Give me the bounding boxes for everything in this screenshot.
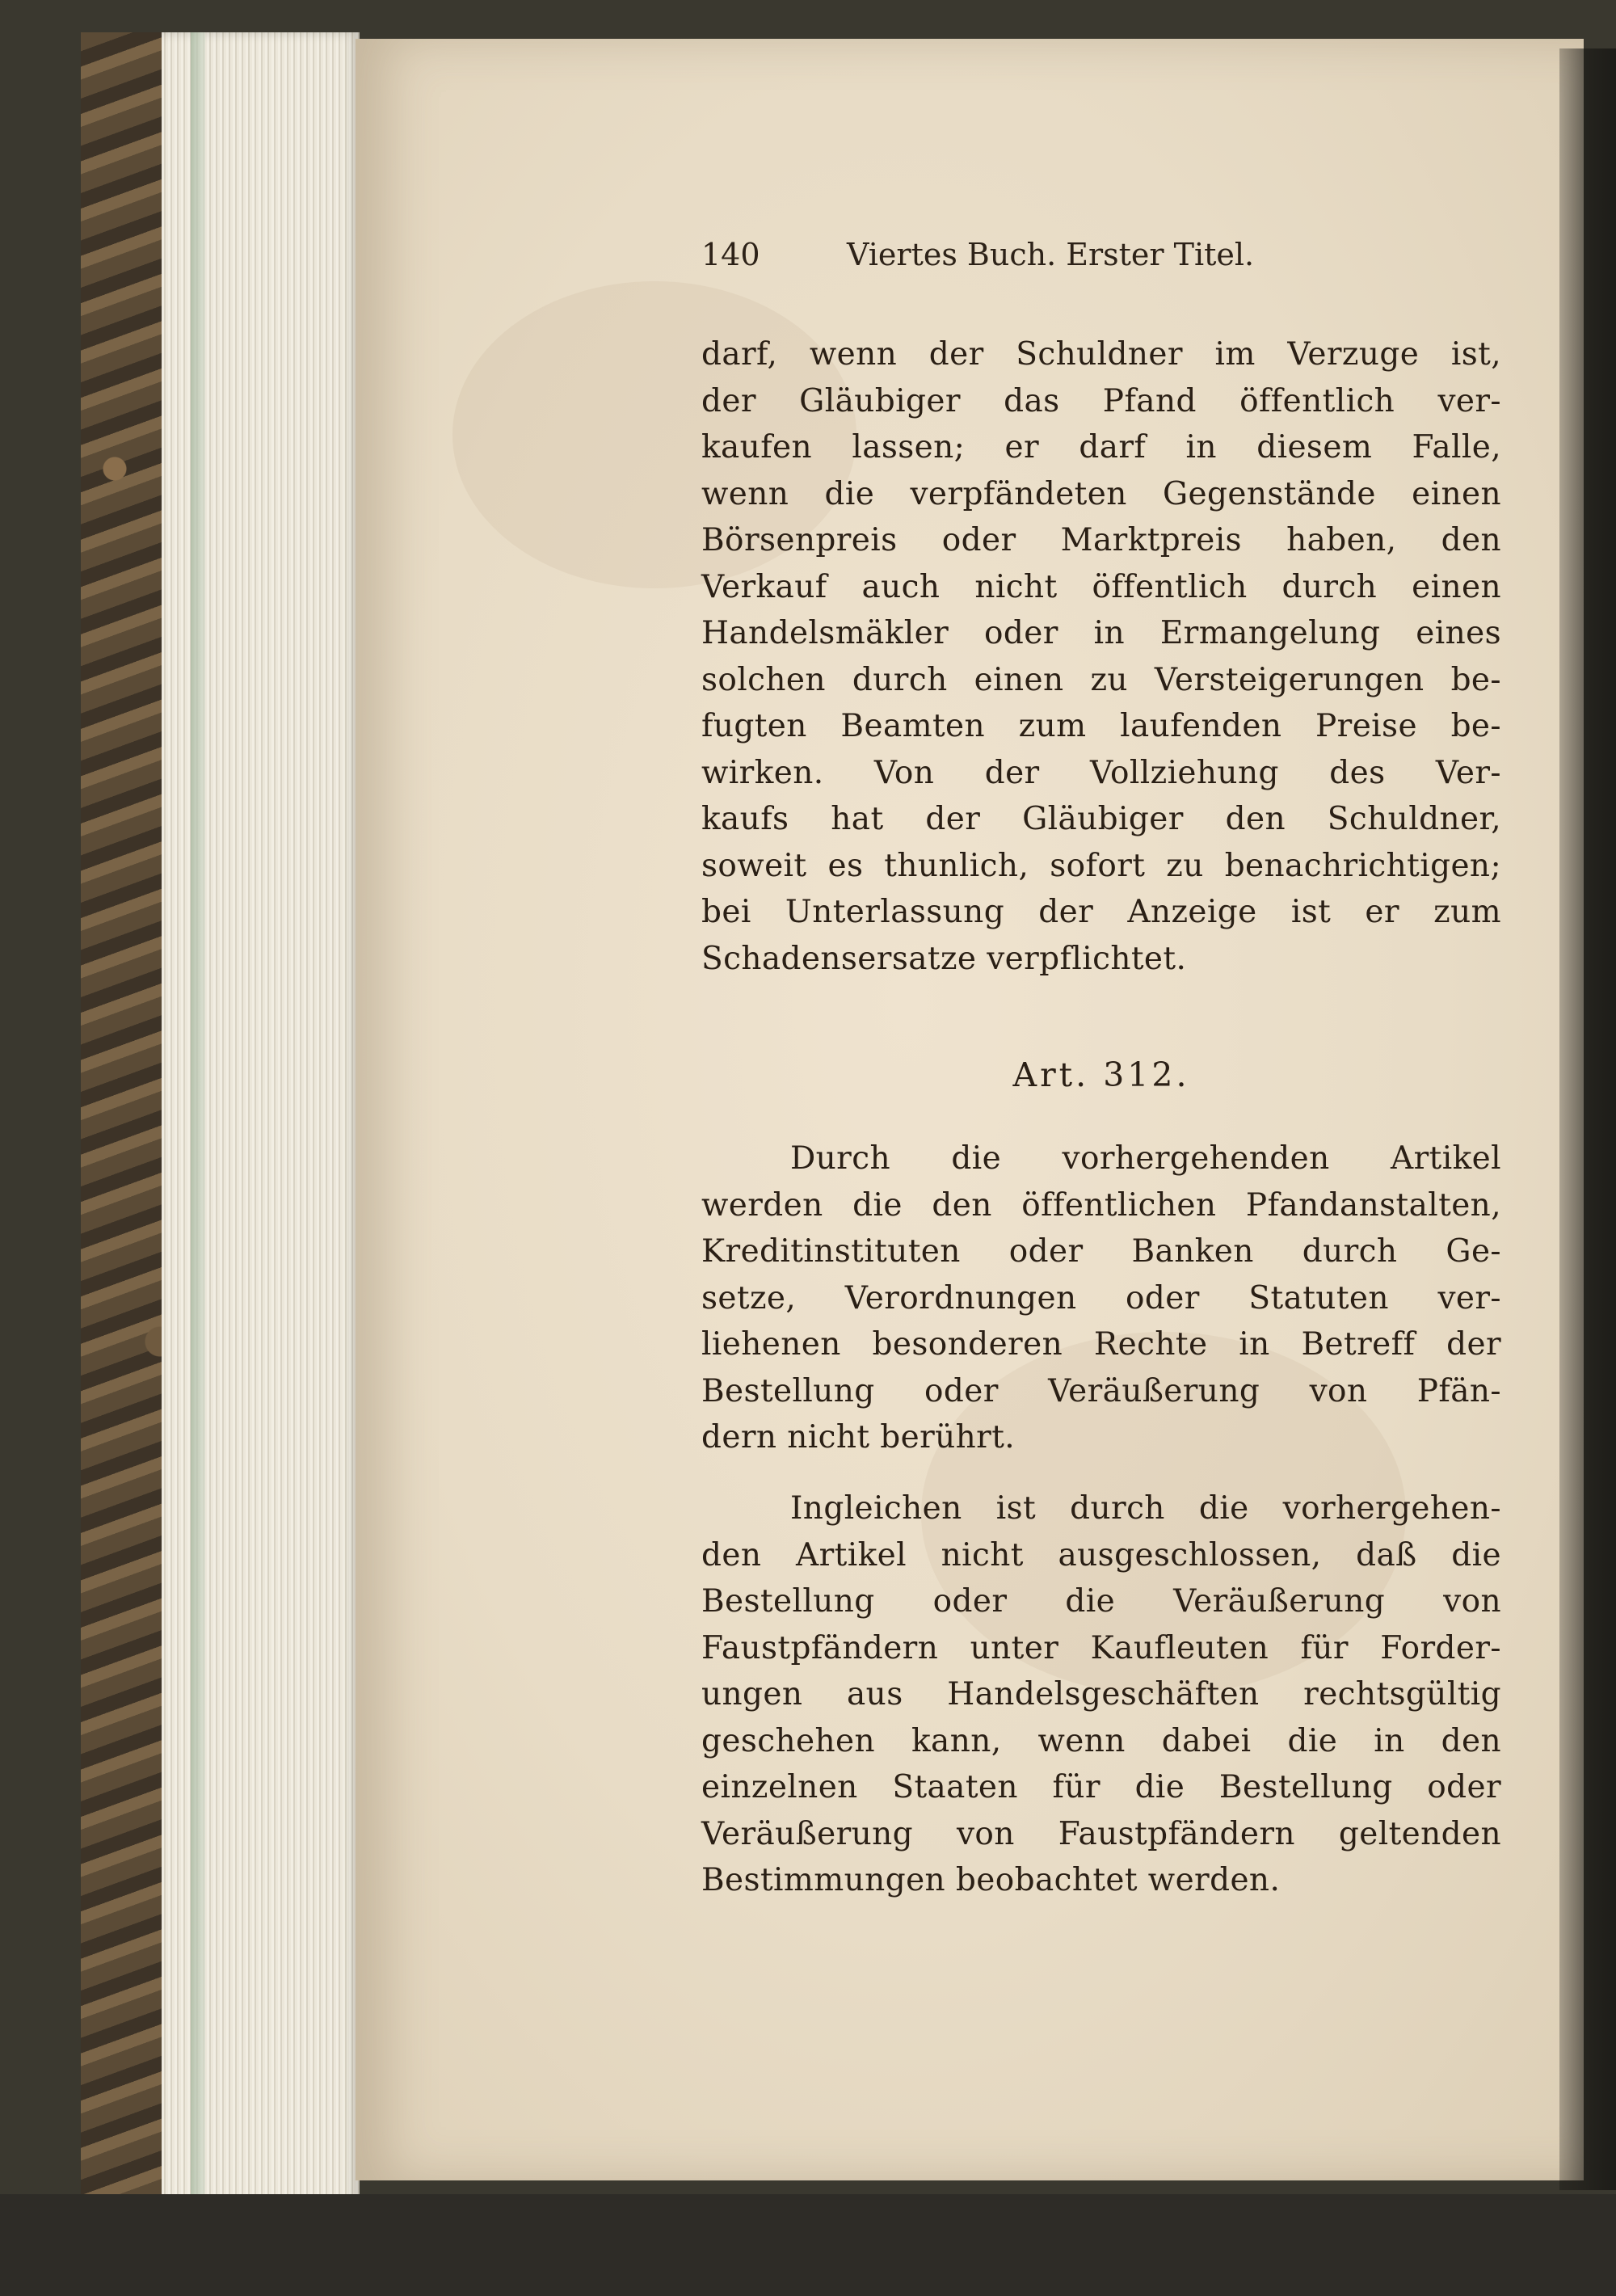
text-line: fugten Beamten zum laufenden Preise be-	[701, 708, 1501, 744]
page-gutter-shadow	[1559, 48, 1616, 2190]
text-line: der Gläubiger das Pfand öffentlich ver-	[701, 382, 1501, 419]
text-line: Veräußerung von Faustpfändern geltenden	[701, 1815, 1501, 1852]
scan-bottom-border	[0, 2194, 1616, 2296]
text-line: Handelsmäkler oder in Ermangelung eines	[701, 615, 1501, 651]
text-line: Verkauf auch nicht öffentlich durch einen	[701, 568, 1501, 605]
text-line: einzelnen Staaten für die Bestellung oder	[701, 1769, 1501, 1805]
article-heading: Art. 312.	[1012, 1055, 1190, 1094]
text-line: kaufen lassen; er darf in diesem Falle,	[701, 429, 1501, 466]
article-paragraph-2	[701, 1485, 1501, 1904]
text-line: bei Unterlassung der Anzeige ist er zum	[701, 894, 1501, 930]
text-line: Durch die vorhergehenden Artikel	[790, 1140, 1501, 1177]
text-line: Faustpfändern unter Kaufleuten für Forder-	[701, 1629, 1501, 1666]
article-paragraph-1	[701, 1135, 1501, 1461]
page-number: 140	[701, 237, 760, 272]
text-line: Bestellung oder Veräußerung von Pfän-	[701, 1372, 1501, 1409]
text-line: Bestellung oder die Veräußerung von	[701, 1583, 1501, 1620]
text-line: werden die den öffentlichen Pfandanstalten,	[701, 1186, 1501, 1224]
text-line: liehenen besonderen Rechte in Betreff der	[701, 1326, 1501, 1363]
text-line: solchen durch einen zu Versteigerungen be-	[701, 661, 1501, 698]
spine-strip	[191, 32, 205, 2206]
text-line: den Artikel nicht ausgeschlossen, daß die	[701, 1536, 1501, 1573]
text-line: Schadensersatze verpflichtet.	[701, 940, 1187, 977]
text-line: dern nicht berührt.	[701, 1419, 1016, 1456]
paragraph-continuation	[701, 331, 1501, 982]
text-line: soweit es thunlich, sofort zu benachrichtigen;	[701, 847, 1501, 884]
text-line: Kreditinstituten oder Banken durch Ge-	[701, 1233, 1501, 1270]
text-line: ungen aus Handelsgeschäften rechtsgültig	[701, 1676, 1501, 1713]
text-line: kaufs hat der Gläubiger den Schuldner,	[701, 801, 1501, 837]
text-line: wenn die verpfändeten Gegenstände einen	[701, 475, 1501, 512]
text-line: Bestimmungen beobachtet werden.	[701, 1862, 1281, 1898]
text-line: Börsenpreis oder Marktpreis haben, den	[701, 522, 1501, 558]
running-head-title: Viertes Buch. Erster Titel.	[847, 237, 1255, 272]
text-line: Ingleichen ist durch die vorhergehen-	[790, 1490, 1501, 1527]
text-line: geschehen kann, wenn dabei die in den	[701, 1722, 1501, 1759]
text-line: darf, wenn der Schuldner im Verzuge ist,	[701, 336, 1501, 373]
text-line: wirken. Von der Vollziehung des Ver-	[701, 754, 1501, 791]
text-line: setze, Verordnungen oder Statuten ver-	[701, 1279, 1501, 1317]
running-head	[701, 230, 1396, 279]
